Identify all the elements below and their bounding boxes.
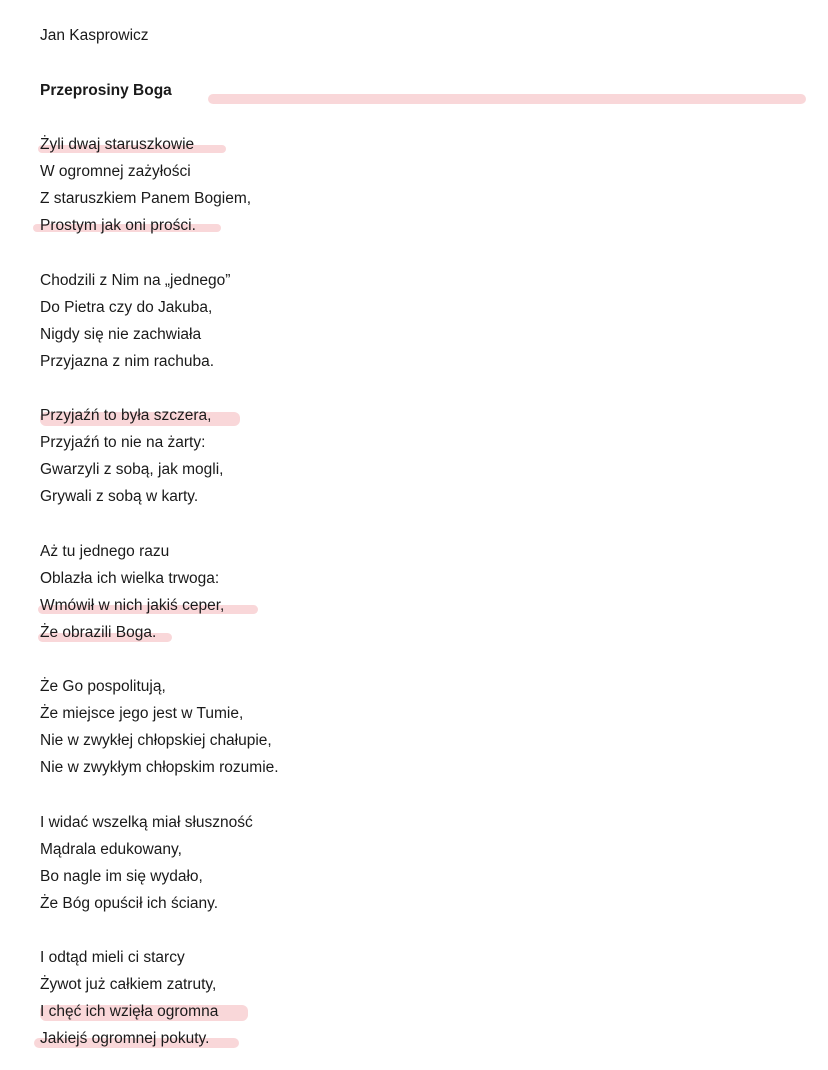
poem-line: Nie w zwykłym chłopskim rozumie. (40, 759, 279, 776)
poem-line: Że Bóg opuścił ich ściany. (40, 894, 219, 912)
poem-line: I widać wszelką miał słuszność (40, 813, 253, 831)
poem-line: Że miejsce jego jest w Tumie, (40, 705, 244, 722)
poem-line: Przyjaźń to nie na żarty: (40, 434, 206, 451)
poem-line: Prostym jak oni prości. (40, 217, 196, 234)
poem-line: Bo nagle im się wydało, (40, 867, 203, 885)
poem-line: I chęć ich wzięła ogromna (40, 1003, 219, 1020)
poem-line: Nie w zwykłej chłopskiej chałupie, (40, 732, 272, 749)
poem-line: Że obrazili Boga. (40, 623, 157, 641)
poem-line: Że Go pospolitują, (40, 678, 166, 695)
poem-line: Gwarzyli z sobą, jak mogli, (40, 461, 224, 478)
poem-line: Grywali z sobą w karty. (40, 488, 199, 505)
poem-line: W ogromnej zażyłości (40, 163, 191, 180)
poem-line: Jakiejś ogromnej pokuty. (40, 1030, 210, 1047)
poem-line: Mądrala edukowany, (40, 840, 182, 858)
poem-line: Chodzili z Nim na „jednego” (40, 271, 231, 289)
poem-line: Do Pietra czy do Jakuba, (40, 298, 213, 316)
poem-line: Nigdy się nie zachwiała (40, 325, 202, 343)
poem-line: Aż tu jednego razu (40, 542, 170, 560)
poem-title: Przeprosiny Boga (40, 82, 172, 99)
poem-line: Wmówił w nich jakiś ceper, (40, 596, 225, 614)
poem-line: Przyjaźń to była szczera, (40, 407, 212, 424)
poem-line: Żyli dwaj staruszkowie (40, 136, 195, 153)
poem-line: I odtąd mieli ci starcy (40, 949, 185, 966)
poem-line: Z staruszkiem Panem Bogiem, (40, 190, 252, 207)
title-highlight-stroke (208, 94, 806, 104)
poem-line: Oblazła ich wielka trwoga: (40, 569, 220, 587)
poem-line: Żywot już całkiem zatruty, (40, 976, 217, 993)
author: Jan Kasprowicz (40, 27, 149, 44)
poem-line: Przyjazna z nim rachuba. (40, 352, 215, 370)
